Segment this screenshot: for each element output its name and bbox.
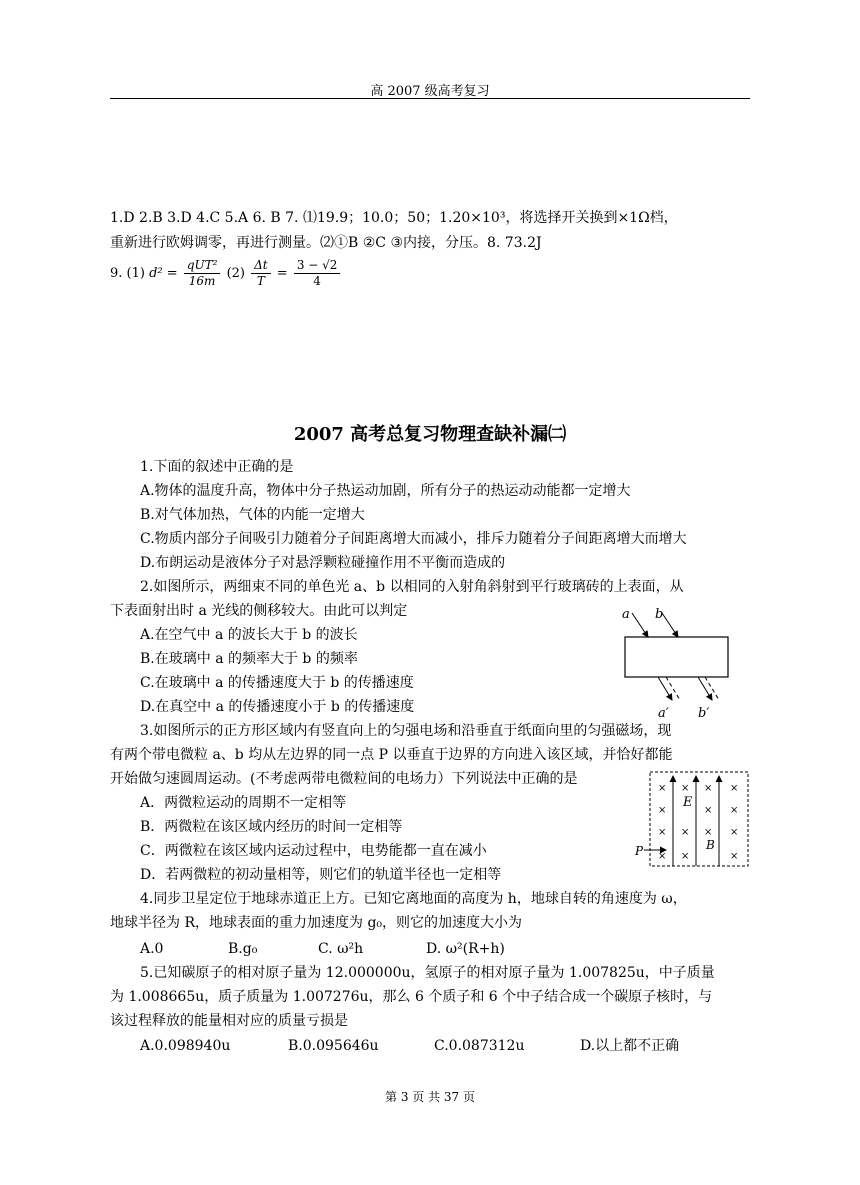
label-B: B [706, 838, 715, 852]
glass-slab [625, 637, 728, 677]
q4-option-c: C. ω²h [318, 941, 364, 957]
q9-label: 9. [110, 266, 123, 281]
q3-figure [630, 768, 755, 873]
label-b: b [655, 607, 664, 622]
label-b-out: b′ [698, 706, 710, 721]
page-footer: 第 3 页 共 37 页 [385, 1090, 475, 1104]
q4-option-d: D. ω²(R+h) [426, 941, 505, 957]
q3-stem-3: 开始做匀速圆周运动。(不考虑两带电微粒间的电场力）下列说法中正确的是 [110, 771, 578, 787]
q9-part1-label: (1) [126, 266, 145, 281]
q9-fraction-1 [184, 258, 221, 289]
q2-option-c: C.在玻璃中 a 的传播速度大于 b 的传播速度 [140, 675, 414, 691]
q9-den1: 16m [188, 274, 216, 288]
q5-stem-3: 该过程释放的能量相对应的质量亏损是 [110, 1013, 348, 1029]
q9-fraction-3 [294, 258, 341, 289]
q3-option-d: D．若两微粒的初动量相等，则它们的轨道半径也一定相等 [140, 867, 502, 883]
q2-figure [610, 600, 740, 725]
cross-mark: × [681, 827, 690, 838]
q9-den3: 4 [313, 274, 321, 288]
q2-stem-2: 下表面射出时 a 光线的侧移较大。由此可以判定 [110, 603, 408, 619]
q9-part2-label: (2) [226, 266, 245, 281]
q4-option-a: A.0 [140, 941, 164, 957]
label-E: E [683, 795, 693, 810]
q3-option-a: A．两微粒运动的周期不一定相等 [140, 795, 347, 811]
q9-lhs1: d² = [149, 266, 178, 281]
q5-stem-2: 为 1.008665u，质子质量为 1.007276u，那么 6 个质子和 6 个中子结合成一个碳原子核时，与 [110, 989, 713, 1005]
cross-mark: × [730, 851, 739, 862]
cross-mark: × [658, 805, 667, 816]
ray-a-exit [658, 677, 672, 700]
q4-stem-1: 4.同步卫星定位于地球赤道正上方。已知它离地面的高度为 h，地球自转的角速度为 ω， [140, 891, 687, 907]
answer-line-1: 1.D 2.B 3.D 4.C 5.A 6. B 7. ⑴19.9；10.0；50；1.20×10³，将选择开关换到×1Ω档， [110, 210, 678, 226]
magnetic-crosses [658, 783, 738, 862]
q1-option-c: C.物质内部分子间吸引力随着分子间距离增大而减小，排斥力随着分子间距离增大而增大 [140, 531, 687, 547]
q5-option-b: B.0.095646u [288, 1038, 379, 1054]
cross-mark: × [730, 827, 739, 838]
section-title: 2007 高考总复习物理查缺补漏㈡ [293, 424, 567, 445]
cross-mark: × [658, 851, 667, 862]
q3-option-b: B．两微粒在该区域内经历的时间一定相等 [140, 819, 403, 835]
q9-den2: T [256, 274, 265, 288]
header-rule [110, 98, 750, 99]
ray-b-exit [698, 677, 712, 700]
q9-num3: 3 − √2 [294, 258, 341, 274]
q2-option-b: B.在玻璃中 a 的频率大于 b 的频率 [140, 651, 358, 667]
cross-mark: × [681, 783, 690, 794]
q9-equals: = [276, 266, 288, 281]
ray-b-incident [662, 613, 678, 637]
q9-num2: Δt [251, 258, 271, 274]
answer-line-2: 重新进行欧姆调零，再进行测量。⑵①B ②C ③内接，分压。8. 73.2J [110, 235, 542, 251]
q4-option-b: B.g₀ [228, 941, 258, 957]
q5-option-c: C.0.087312u [434, 1038, 525, 1054]
ray-b-reference [705, 677, 719, 700]
answer-q9 [110, 258, 342, 289]
q3-stem-2: 有两个带电微粒 a、b 均从左边界的同一点 P 以垂直于边界的方向进入该区域，并恰好都能 [110, 747, 673, 763]
q5-option-a: A.0.098940u [140, 1038, 231, 1054]
q2-stem-1: 2.如图所示，两细束不同的单色光 a、b 以相同的入射角斜射到平行玻璃砖的上表面，从 [140, 579, 684, 595]
q9-fraction-2 [251, 258, 271, 289]
label-a: a [622, 607, 630, 622]
label-P: P [635, 844, 644, 858]
q1-option-d: D.布朗运动是液体分子对悬浮颗粒碰撞作用不平衡而造成的 [140, 555, 506, 571]
cross-mark: × [730, 805, 739, 816]
ray-a-reference [666, 677, 680, 700]
page-header: 高 2007 级高考复习 [370, 84, 490, 99]
cross-mark: × [658, 827, 667, 838]
cross-mark: × [704, 783, 713, 794]
cross-mark: × [730, 783, 739, 794]
cross-mark: × [681, 851, 690, 862]
label-a-out: a′ [658, 706, 669, 721]
q2-option-a: A.在空气中 a 的波长大于 b 的波长 [140, 627, 358, 643]
q9-num1: qUT² [184, 258, 221, 274]
cross-mark: × [704, 805, 713, 816]
q4-stem-2: 地球半径为 R，地球表面的重力加速度为 g₀，则它的加速度大小为 [110, 915, 523, 931]
q3-stem-1: 3.如图所示的正方形区域内有竖直向上的匀强电场和沿垂直于纸面向里的匀强磁场，现 [140, 723, 672, 739]
q5-stem-1: 5.已知碳原子的相对原子量为 12.000000u，氢原子的相对原子量为 1.007825u，中子质量 [140, 965, 715, 981]
q5-option-d: D.以上都不正确 [580, 1038, 680, 1054]
q1-option-b: B.对气体加热，气体的内能一定增大 [140, 507, 365, 523]
cross-mark: × [704, 827, 713, 838]
cross-mark: × [658, 783, 667, 794]
q3-option-c: C．两微粒在该区域内运动过程中，电势能都一直在减小 [140, 843, 487, 859]
q2-option-d: D.在真空中 a 的传播速度小于 b 的传播速度 [140, 699, 415, 715]
q1-option-a: A.物体的温度升高，物体中分子热运动加剧，所有分子的热运动动能都一定增大 [140, 483, 631, 499]
q1-stem: 1.下面的叙述中正确的是 [140, 459, 294, 475]
ray-a-incident [632, 613, 648, 637]
